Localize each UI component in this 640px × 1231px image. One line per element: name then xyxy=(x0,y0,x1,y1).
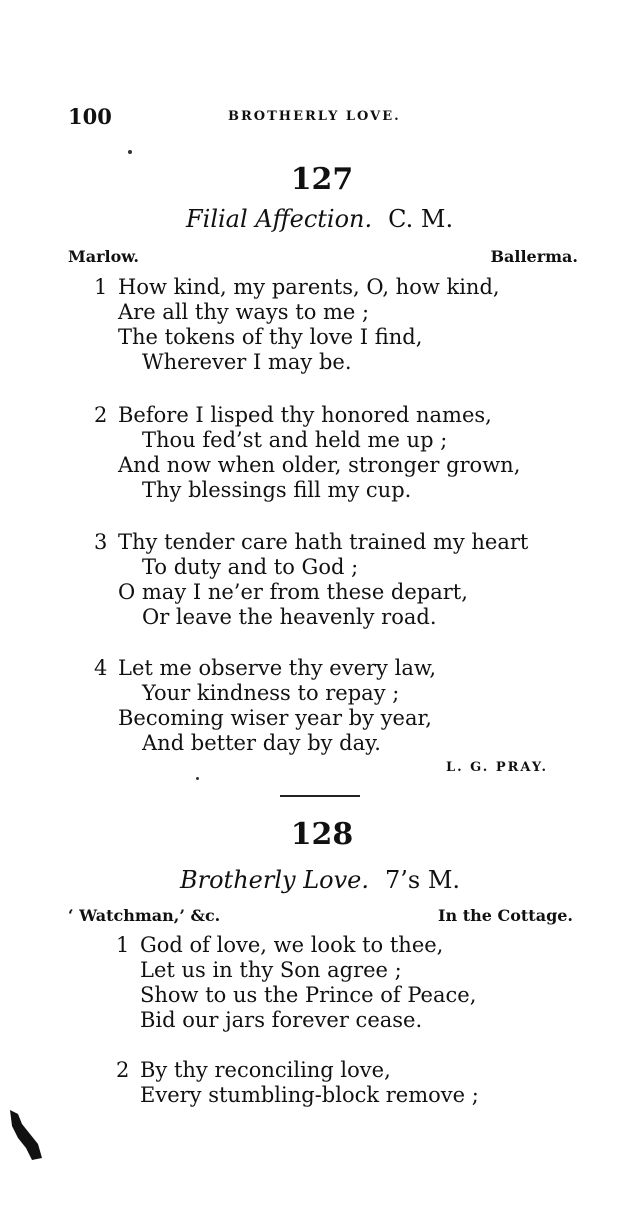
verse-text: God of love, we look to thee, xyxy=(140,933,444,957)
hymn-meter: 7’s M. xyxy=(384,866,461,894)
hymn-title xyxy=(180,866,460,894)
verse-line: And now when older, stronger grown, xyxy=(118,453,521,477)
verse-text: By thy reconciling love, xyxy=(140,1058,391,1082)
running-title: BROTHERLY LOVE. xyxy=(228,109,401,124)
verse-line: And better day by day. xyxy=(142,731,381,755)
verse-line: Thy blessings fill my cup. xyxy=(142,478,412,502)
hymn-number: 128 xyxy=(290,817,354,852)
verse-line: Are all thy ways to me ; xyxy=(118,300,370,324)
verse-line: Bid our jars forever cease. xyxy=(140,1008,423,1032)
verse-text: Let me observe thy every law, xyxy=(118,656,436,680)
hymn-meter: C. M. xyxy=(388,205,454,233)
stanza xyxy=(94,656,436,756)
stanza-number: 1 xyxy=(116,933,130,957)
verse-line: To duty and to God ; xyxy=(142,555,359,579)
stanza xyxy=(94,403,520,503)
verse-line: Every stumbling-block remove ; xyxy=(140,1083,479,1107)
tune-right: In the Cottage. xyxy=(438,906,573,925)
ink-speck xyxy=(196,777,199,780)
verse-line: Wherever I may be. xyxy=(142,350,352,374)
verse-line: Thou fed’st and held me up ; xyxy=(142,428,448,452)
verse-line: Or leave the heavenly road. xyxy=(142,605,437,629)
running-header xyxy=(68,104,578,132)
tune-names xyxy=(68,906,573,928)
verse-line: The tokens of thy love I find, xyxy=(118,325,423,349)
stanza-number: 2 xyxy=(116,1058,130,1082)
tune-names xyxy=(68,247,578,269)
ink-speck xyxy=(128,150,132,154)
tune-right: Ballerma. xyxy=(490,247,578,266)
hymn-title-text: Filial Affection. xyxy=(186,205,373,233)
hymn-author: L. G. PRAY. xyxy=(445,760,548,775)
tune-left: Marlow. xyxy=(68,247,139,266)
stanza xyxy=(116,933,476,1033)
stanza-number: 1 xyxy=(94,275,108,299)
verse-line: Show to us the Prince of Peace, xyxy=(140,983,477,1007)
verse-text: Thy tender care hath trained my heart xyxy=(118,530,529,554)
verse-line xyxy=(94,275,500,300)
stanza xyxy=(116,1058,479,1108)
hymn-title xyxy=(186,205,453,233)
margin-flourish-mark xyxy=(8,1108,48,1164)
verse-line xyxy=(94,530,528,555)
section-divider xyxy=(280,795,360,797)
page-number: 100 xyxy=(68,104,112,129)
stanza-number: 4 xyxy=(94,656,108,680)
verse-line xyxy=(94,656,436,681)
stanza xyxy=(94,530,528,630)
verse-line: O may I ne’er from these depart, xyxy=(118,580,468,604)
verse-line: Your kindness to repay ; xyxy=(142,681,400,705)
stanza xyxy=(94,275,500,375)
verse-line xyxy=(94,403,520,428)
verse-text: How kind, my parents, O, how kind, xyxy=(118,275,500,299)
hymn-number: 127 xyxy=(290,162,354,197)
tune-left: ‘ Watchman,’ &c. xyxy=(68,906,221,925)
stanza-number: 3 xyxy=(94,530,108,554)
verse-line: Let us in thy Son agree ; xyxy=(140,958,402,982)
hymn-title-text: Brotherly Love. xyxy=(180,866,369,894)
verse-line: Becoming wiser year by year, xyxy=(118,706,432,730)
verse-text: Before I lisped thy honored names, xyxy=(118,403,492,427)
verse-line xyxy=(116,933,476,958)
stanza-number: 2 xyxy=(94,403,108,427)
verse-line xyxy=(116,1058,479,1083)
